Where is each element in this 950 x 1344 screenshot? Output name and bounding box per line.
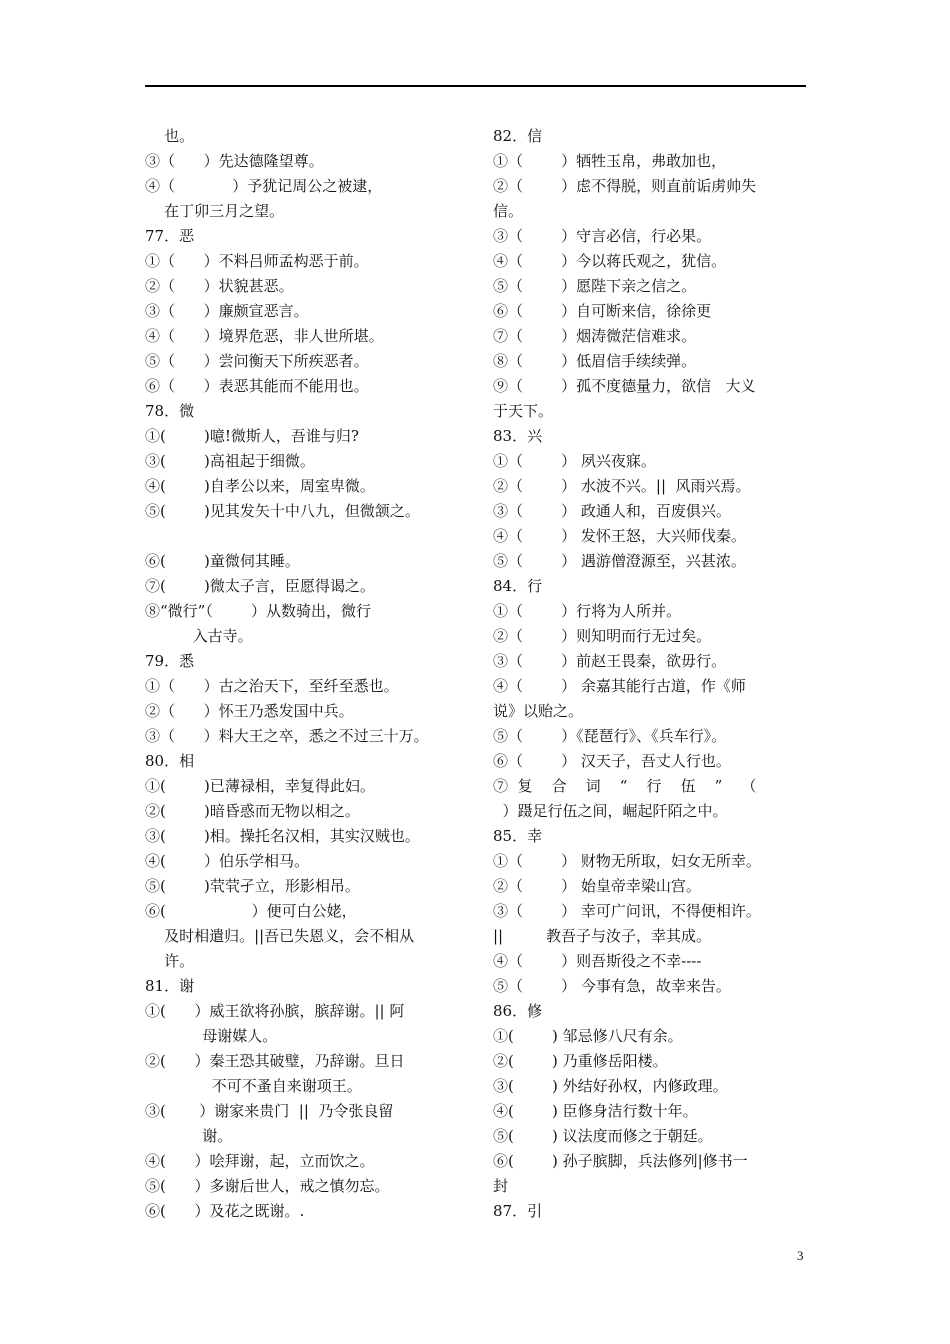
text-line: ⑧（ ）低眉信手续续弹。 [493,352,697,370]
text-line: ③（ ） 政通人和，百废俱兴。 [493,502,731,520]
text-line: 82．信 [493,127,543,145]
page-number: 3 [797,1248,804,1263]
text-line: 于天下。 [493,402,554,420]
text-line: ④( ）伯乐学相马。 [145,852,309,870]
text-line: ⑥（ ） 汉天子，吾丈人行也。 [493,752,731,770]
text-line: ①（ ）牺牲玉帛，弗敢加也， [493,152,727,170]
text-line: ④（ ）予犹记周公之被逮， [145,177,383,195]
text-line: ①（ ）行将为人所并。 [493,602,682,620]
text-line: 许。 [145,952,195,970]
text-line: 80．相 [145,752,195,770]
text-line: ①( )已薄禄相，幸复得此妇。 [145,777,375,795]
text-line: ⑦( )微太子言，臣愿得谒之。 [145,577,375,595]
text-line: 81．谢 [145,977,195,995]
text-line: ）蹑足行伍之间，崛起阡陌之中。 [493,802,728,820]
text-line: ①（ ）古之治天下，至纤至悉也。 [145,677,399,695]
text-line: ⑤( ）多谢后世人，戒之慎勿忘。 [145,1177,390,1195]
left-column [145,124,471,1224]
text-line: ⑤（ ）《琵琶行》、《兵车行》。 [493,727,727,745]
text-line: ②（ ）怀王乃悉发国中兵。 [145,702,354,720]
text-line: ④（ ） 余嘉其能行古道，作《师 [493,677,746,695]
text-line: 79．悉 [145,652,195,670]
text-line: ⑧“微行”（ ）从数骑出，微行 [145,602,371,620]
text-line: ③（ ）先达德隆望尊。 [145,152,324,170]
text-line: 不可不蚤自来谢项王。 [145,1077,362,1095]
text-line: ③( ) 外结好孙权，内修政理。 [493,1077,728,1095]
text-line: ①( )噫!微斯人，吾谁与归? [145,427,359,445]
text-line: ⑨（ ）孤不度德量力，欲信 大义 [493,377,756,395]
text-line: ③（ ）料大王之卒，悉之不过三十万。 [145,727,429,745]
text-line: ②( ) 乃重修岳阳楼。 [493,1052,668,1070]
text-line: ④( )自孝公以来，周室卑微。 [145,477,375,495]
text-line: 86．修 [493,1002,543,1020]
text-line: ②( )暗昏惑而无物以相之。 [145,802,360,820]
text-line: ③( )高祖起于细微。 [145,452,315,470]
text-line: ⑤( ) 议法度而修之于朝廷。 [493,1127,713,1145]
text-line: ⑦ 复 合 词 “ 行 伍 ” （ [493,777,757,795]
text-line: ⑥( ）便可白公姥， [145,902,357,920]
text-line: ①（ ） 夙兴夜寐。 [493,452,656,470]
header-rule [145,85,806,87]
text-line: ②（ ）则知明而行无过矣。 [493,627,712,645]
text-line: ①( ）威王欲将孙膑，膑辞谢。|| 阿 [145,1002,405,1020]
text-line: ③（ ）前赵王畏秦，欲毋行。 [493,652,727,670]
text-line: 母谢媒人。 [145,1027,278,1045]
text-line: ①（ ） 财物无所取，妇女无所幸。 [493,852,761,870]
text-line: || 教吾子与汝子，幸其成。 [493,927,712,945]
text-line: 封 [493,1177,509,1195]
text-line: ③（ ）守言必信，行必果。 [493,227,712,245]
text-line: 及时相遣归。||吾已失恩义，会不相从 [145,927,415,945]
text-line: 在丁卯三月之望。 [145,202,285,220]
text-line: ④( ) 臣修身洁行数十年。 [493,1102,698,1120]
text-line: ⑦（ ）烟涛微茫信难求。 [493,327,697,345]
text-line: ⑤（ ）尝问衡天下所疾恶者。 [145,352,369,370]
text-line: ②（ ） 水波不兴。|| 风雨兴焉。 [493,477,751,495]
text-line: 也。 [145,127,195,145]
text-line: 入古寺。 [145,627,253,645]
text-line: ③( )相。操托名汉相，其实汉贼也。 [145,827,420,845]
text-line: ⑥( ) 孙子膑脚，兵法修列|修书一 [493,1152,748,1170]
text-line: ⑤( )茕茕孑立，形影相吊。 [145,877,360,895]
text-line: ⑤（ ）愿陛下亲之信之。 [493,277,697,295]
text-line: ⑤（ ） 今事有急，故幸来告。 [493,977,731,995]
text-line: ③（ ） 幸可广问讯，不得便相许。 [493,902,761,920]
text-line: 87．引 [493,1202,543,1220]
text-line: ②（ ）虑不得脱，则直前诟虏帅失 [493,177,757,195]
text-line: ⑥( ）及花之既谢。. [145,1202,305,1220]
text-line: ④（ ）则吾斯役之不幸---- [493,952,702,970]
text-line: ①（ ）不料吕师孟构恶于前。 [145,252,369,270]
text-line: ④（ ） 发怀王怒，大兴师伐秦。 [493,527,746,545]
text-line: ④（ ）今以蒋氏观之，犹信。 [493,252,727,270]
text-line: ⑥（ ）表恶其能而不能用也。 [145,377,369,395]
text-line: ⑥( )童微伺其睡。 [145,552,300,570]
text-line: ①( ) 邹忌修八尺有余。 [493,1027,683,1045]
text-line: ③( ）谢家来贵门 || 乃令张良留 [145,1102,394,1120]
text-line: 77．恶 [145,227,195,245]
right-column [493,124,819,1224]
text-line: ②（ ）状貌甚恶。 [145,277,294,295]
text-line: 83．兴 [493,427,543,445]
text-line: 谢。 [145,1127,233,1145]
text-line: ②（ ） 始皇帝幸梁山宫。 [493,877,701,895]
text-line: 信。 [493,202,524,220]
text-line: ⑤（ ） 遇游僧澄源至，兴甚浓。 [493,552,746,570]
text-line: ④( ）哙拜谢，起，立而饮之。 [145,1152,375,1170]
text-line: ②( ）秦王恐其破璧，乃辞谢。旦日 [145,1052,405,1070]
text-line [145,524,471,549]
text-line: 84．行 [493,577,543,595]
text-line: 78．微 [145,402,195,420]
text-line: ④（ ）境界危恶，非人世所堪。 [145,327,384,345]
text-line: ⑥（ ）自可断来信，徐徐更 [493,302,712,320]
text-line: 85．幸 [493,827,543,845]
text-line: 说》以贻之。 [493,702,584,720]
text-line: ③（ ）廉颇宣恶言。 [145,302,309,320]
text-line: ⑤( )见其发矢十中八九，但微颔之。 [145,502,420,520]
